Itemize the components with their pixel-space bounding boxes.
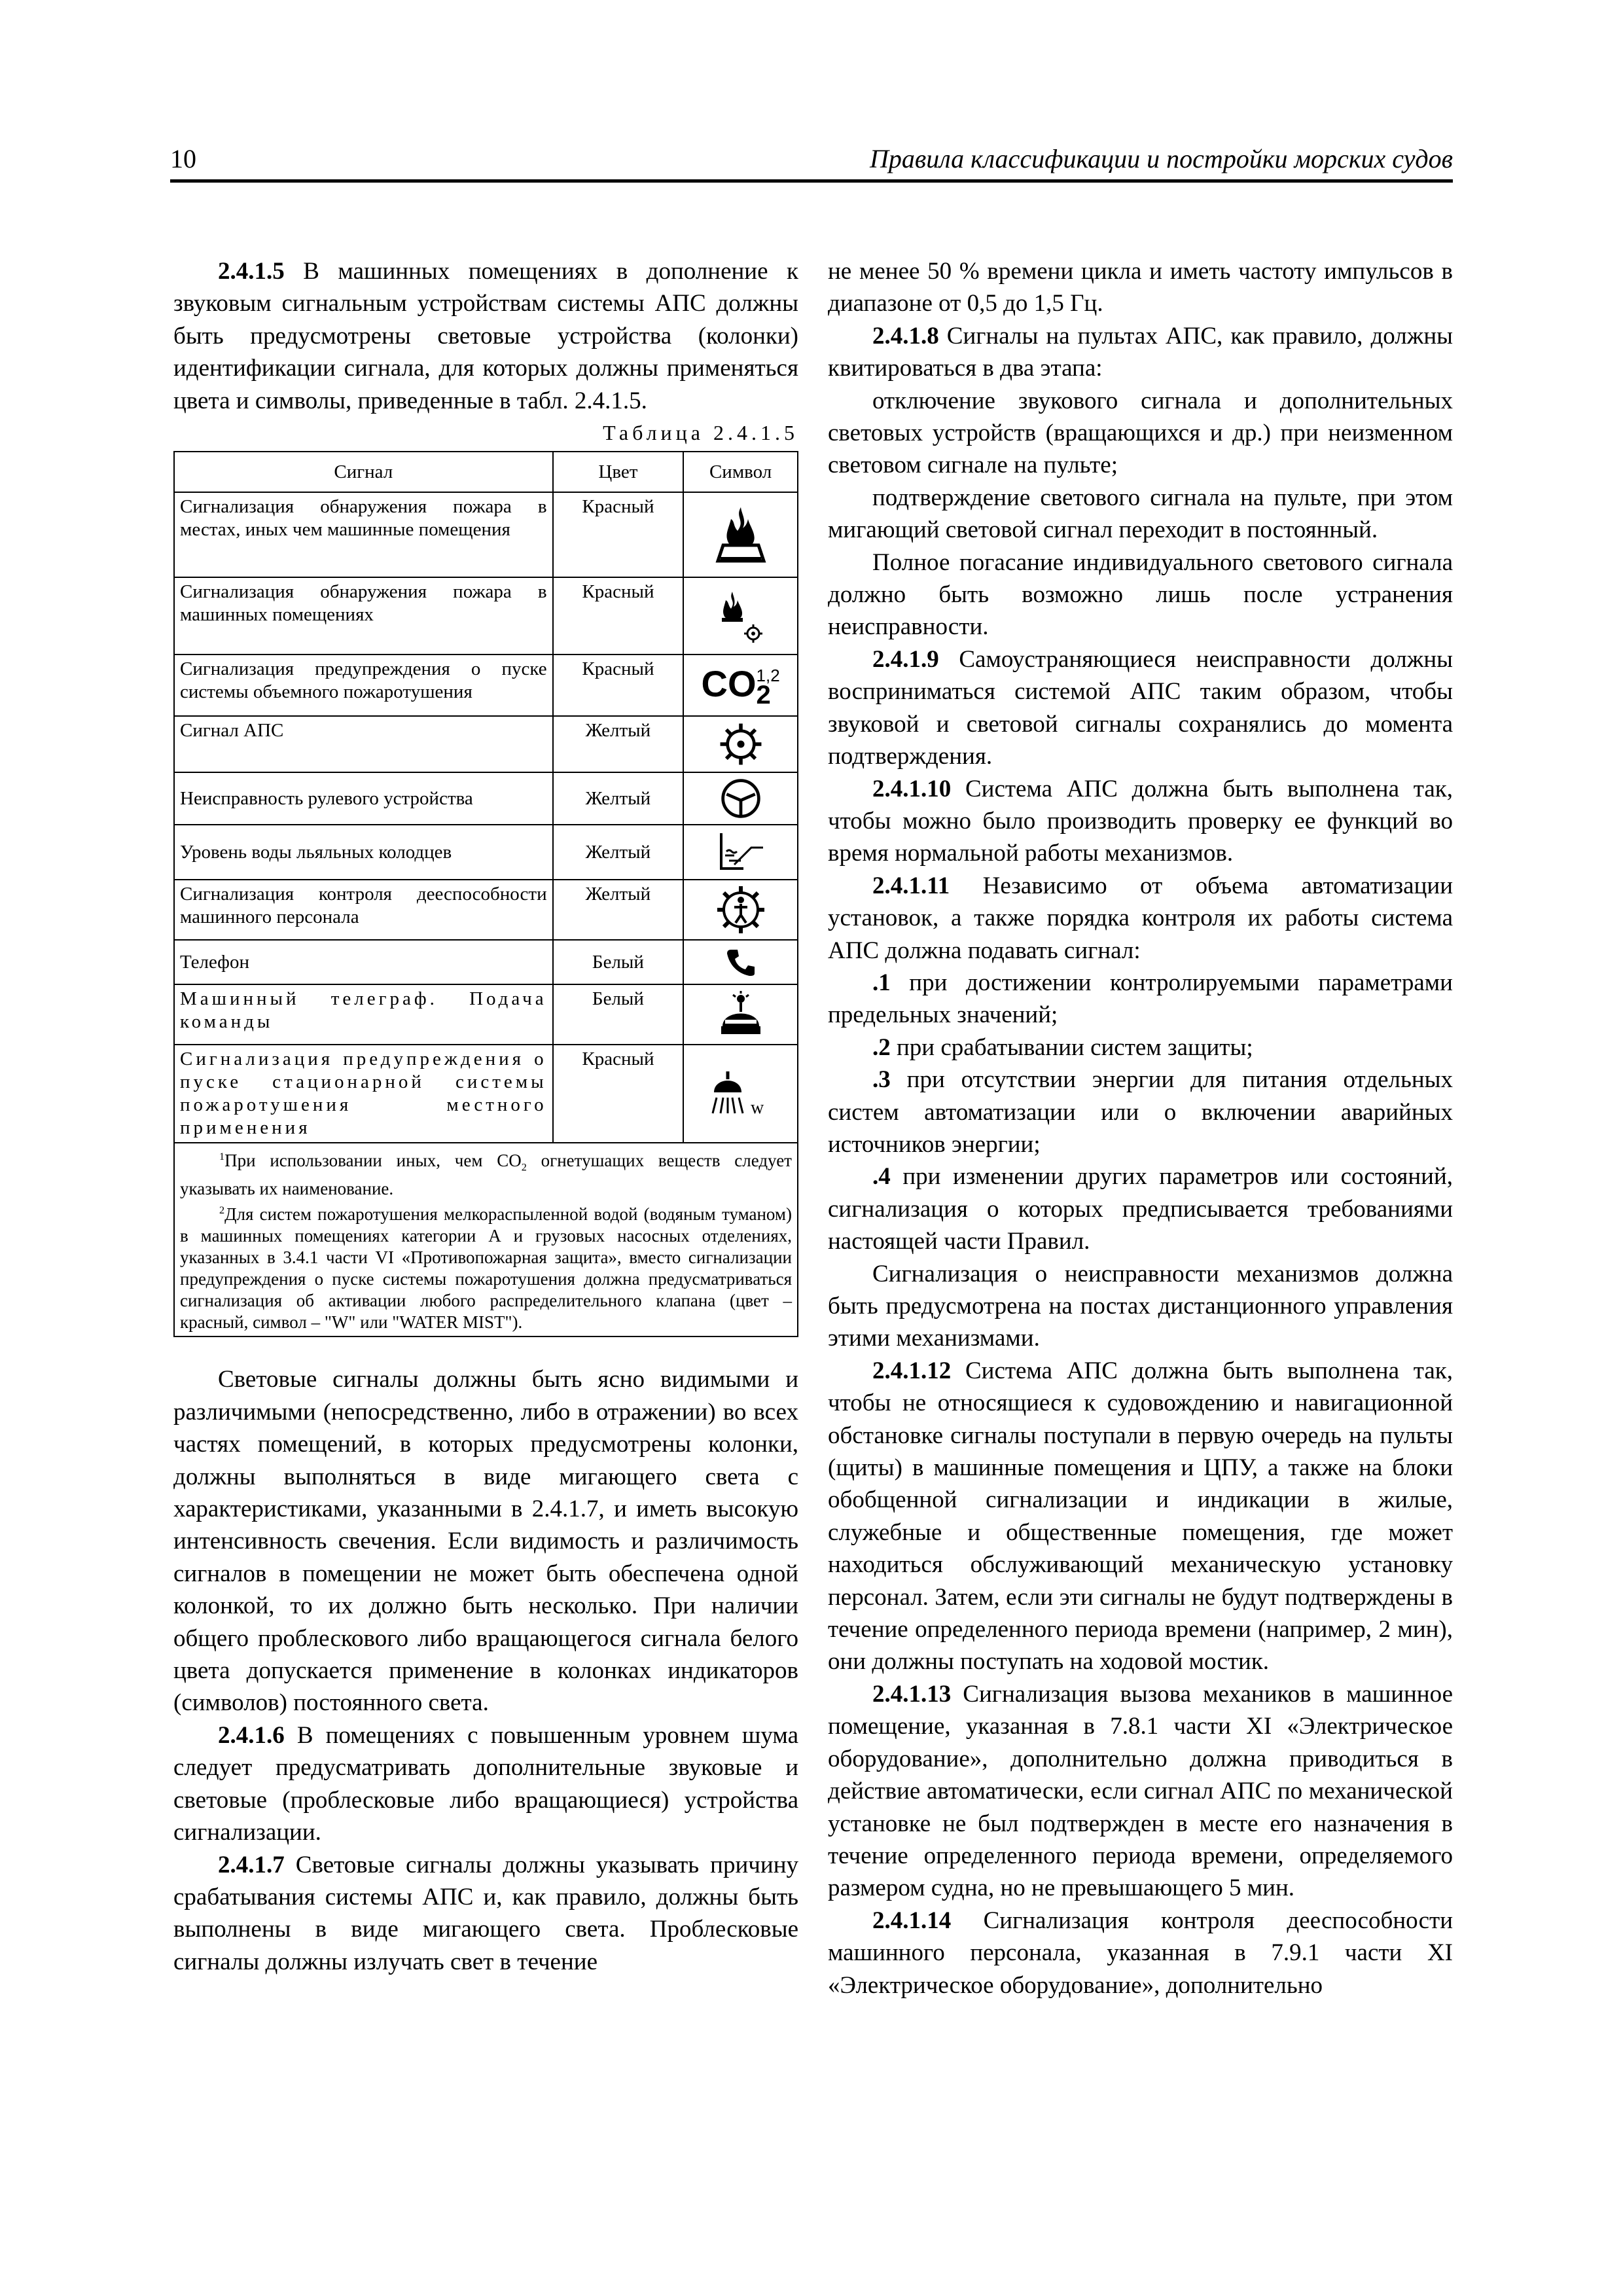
signal-cell: Неисправность рулевого устройства	[174, 772, 553, 825]
clause-text: Система АПС должна быть выполнена так, чтобы не относящиеся к судовождению и навигационной обстановке сигналы поступали в первую очередь на пульты (щиты) в машинные помещения и ЦПУ, а также на блоки обобщенной сигнализации и индикации в жилые, служебные и общественные помещения, где может находиться обслуживающий механическую установку персонал. Затем, если эти сигналы не будут подтверждены в течение определенного периода времени (например, 2 мин), они должны поступать на ходовой мостик.	[828, 1357, 1453, 1676]
color-cell: Желтый	[553, 716, 684, 772]
table-footnotes	[174, 1143, 798, 1336]
clause-number: 2.4.1.9	[872, 645, 939, 673]
list-item-number: .4	[872, 1163, 891, 1191]
footnote-2-text: Для систем пожаротушения мелкораспыленной водой (водяным туманом) в машинных помещениях категории А и грузовых насосных отделениях, указанных в 3.4.1 части VI «Противопожарная защита», вместо сигнализации предупреждения о пуске системы пожаротушения должна предусматриваться сигнализация об активации любого распределительного клапана (цвет – красный, символ – "W" или "WATER MIST").	[180, 1204, 792, 1333]
paragraph-light-signals: Световые сигналы должны быть ясно видимыми и различимыми (непосредственно, либо в отражении) во всех частях помещений, в которых предусмотрены колонки, должны выполняться в виде мигающего света с характеристиками, указанными в 2.4.1.7, и иметь высокую интенсивность свечения. Если видимость и различимость сигналов в помещении не может быть обеспечена одной колонкой, то их должно быть несколько. При наличии общего проблескового либо вращающегося сигнала белого цвета допускается применение в колонках индикаторов (символов) постоянного света.	[173, 1366, 798, 1717]
clause-text: Сигнализация контроля дееспособности машинного персонала, указанная в 7.9.1 части XI «Электрическое оборудование», дополнительно	[828, 1907, 1453, 1999]
footnote-2	[180, 1200, 792, 1333]
signal-cell: Сигнал АПС	[174, 716, 553, 772]
table-header-row	[174, 452, 798, 492]
clause-text: В помещениях с повышенным уровнем шума следует предусматривать дополнительные звуковые и световые (проблесковые либо вращающиеся) устройства сигнализации.	[173, 1721, 798, 1846]
paragraph-2-4-1-9	[828, 643, 1453, 773]
color-cell: Желтый	[553, 825, 684, 880]
paragraph-2-4-1-12	[828, 1355, 1453, 1678]
footnote-1-mark: 1	[219, 1151, 225, 1163]
phone-icon	[683, 940, 798, 984]
color-cell: Белый	[553, 940, 684, 984]
paragraph-stage-1: отключение звукового сигнала и дополнительных световых устройств (вращающихся и др.) при неизменном световом сигнале на пульте;	[828, 387, 1453, 479]
table-footnotes-row	[174, 1143, 798, 1336]
clause-text: Сигналы на пультах АПС, как правило, должны квитироваться в два этапа:	[828, 322, 1453, 382]
clause-number: 2.4.1.5	[218, 258, 285, 285]
table-row	[174, 577, 798, 655]
header-signal: Сигнал	[174, 452, 553, 492]
color-cell: Белый	[553, 984, 684, 1045]
list-item-number: .1	[872, 969, 891, 996]
clause-text: Световые сигналы должны указывать причину срабатывания системы АПС и, как правило, должны быть выполнены в виде мигающего света. Проблесковые сигналы должны излучать свет в течение	[173, 1851, 798, 1975]
co2-main: CO	[701, 662, 757, 704]
signal-cell: Машинный телеграф. Подача команды	[174, 984, 553, 1045]
clause-number: 2.4.1.10	[872, 775, 952, 802]
signal-cell: Сигнализация предупреждения о пуске системы объемного пожаротушения	[174, 655, 553, 716]
paragraph-2-4-1-10	[828, 773, 1453, 870]
signal-cell: Сигнализация контроля дееспособности машинного персонала	[174, 880, 553, 940]
list-item	[828, 1031, 1453, 1064]
clause-text: Независимо от объема автоматизации установок, а также порядка контроля их работы система АПС должна подавать сигнал:	[828, 872, 1453, 964]
co2-sub: 2	[756, 681, 771, 710]
list-item-number: .2	[872, 1033, 891, 1061]
clause-number: 2.4.1.6	[218, 1721, 285, 1749]
clause-text: Сигнализация вызова механиков в машинное помещение, указанная в 7.8.1 части XI «Электрическое оборудование», дополнительно должна приводиться в действие автоматически, если сигнал АПС по механической установке не был подтвержден в месте его назначения в течение определенного периода времени, определяемого размером судна, но не превышающего 5 мин.	[828, 1680, 1453, 1902]
table-row	[174, 940, 798, 984]
co2-sup: 1,2	[756, 666, 780, 686]
list-item-number: .3	[872, 1066, 891, 1094]
footnote-2-mark: 2	[219, 1204, 225, 1217]
list-item	[828, 967, 1453, 1031]
clause-number: 2.4.1.11	[872, 872, 950, 899]
list-item-text: при достижении контролируемыми параметрами предельных значений;	[828, 969, 1453, 1029]
table-caption: Таблица 2.4.1.5	[603, 421, 798, 445]
paragraph-2-4-1-8	[828, 320, 1453, 385]
signal-cell: Уровень воды льяльных колодцев	[174, 825, 553, 880]
header-symbol: Символ	[683, 452, 798, 492]
paragraph-2-4-1-11	[828, 870, 1453, 967]
clause-number: 2.4.1.7	[218, 1851, 285, 1878]
paragraph-extinguish: Полное погасание индивидуального светового сигнала должно быть возможно лишь после устранения неисправности.	[828, 548, 1453, 641]
color-cell: Красный	[553, 492, 684, 577]
list-item-text: при изменении других параметров или состояний, сигнализация о которых предписывается требованиями настоящей части Правил.	[828, 1163, 1453, 1255]
signal-cell: Сигнализация предупреждения о пуске стационарной системы пожаротушения местного применения	[174, 1045, 553, 1143]
clause-text: Самоустраняющиеся неисправности должны восприниматься системой АПС таким образом, чтобы звуковой и световой сигналы сохранялись до момента подтверждения.	[828, 645, 1453, 770]
table-row	[174, 880, 798, 940]
footnote-1-sub: 2	[521, 1161, 527, 1174]
footnote-1-text-b: огнетушащих веществ следует указывать их наименование.	[180, 1151, 792, 1199]
footnote-1-text-a: При использовании иных, чем CO	[224, 1151, 522, 1171]
color-cell: Желтый	[553, 880, 684, 940]
clause-number: 2.4.1.14	[872, 1907, 952, 1934]
table-row	[174, 825, 798, 880]
water-mist-icon	[683, 1045, 798, 1143]
running-title: Правила классификации и постройки морских судов	[869, 144, 1453, 173]
paragraph-2-4-1-13	[828, 1678, 1453, 1905]
clause-text: В машинных помещениях в дополнение к звуковым сигнальным устройствам системы АПС должны быть предусмотрены световые устройства (колонки) идентификации сигнала, для которых должны применяться цвета и символы, приведенные в табл. 2.4.1.5.	[173, 258, 798, 414]
water-mist-label: w	[750, 1098, 764, 1119]
signal-table	[173, 451, 798, 1337]
gear-alarm-icon	[683, 716, 798, 772]
telegraph-icon	[683, 984, 798, 1045]
clause-number: 2.4.1.12	[872, 1357, 952, 1384]
page-number: 10	[170, 144, 196, 173]
person-gear-icon	[683, 880, 798, 940]
paragraph-malfunction: Сигнализация о неисправности механизмов должна быть предусмотрена на постах дистанционного управления этими механизмами.	[828, 1260, 1453, 1352]
table-row	[174, 716, 798, 772]
paragraph-2-4-1-5	[173, 255, 798, 417]
bilge-level-icon	[683, 825, 798, 880]
paragraph-stage-2: подтверждение светового сигнала на пульте, при этом мигающий световой сигнал переходит в постоянный.	[828, 484, 1453, 544]
right-column	[828, 255, 1453, 2001]
paragraph-2-4-1-6	[173, 1719, 798, 1849]
list-item-text: при срабатывании систем защиты;	[890, 1033, 1253, 1061]
color-cell: Красный	[553, 577, 684, 655]
paragraph-continuation: не менее 50 % времени цикла и иметь частоту импульсов в диапазоне от 0,5 до 1,5 Гц.	[828, 258, 1453, 317]
signal-cell: Сигнализация обнаружения пожара в машинных помещениях	[174, 577, 553, 655]
color-cell: Желтый	[553, 772, 684, 825]
table-row	[174, 984, 798, 1045]
page-header	[170, 140, 1453, 183]
left-column	[173, 255, 798, 1978]
steering-wheel-icon	[683, 772, 798, 825]
fire-gear-icon	[683, 577, 798, 655]
paragraph-2-4-1-7	[173, 1849, 798, 1979]
co2-icon	[683, 655, 798, 716]
signal-cell: Сигнализация обнаружения пожара в местах, иных чем машинные помещения	[174, 492, 553, 577]
clause-number: 2.4.1.13	[872, 1680, 952, 1708]
color-cell: Красный	[553, 655, 684, 716]
table-row	[174, 492, 798, 577]
clause-text: Система АПС должна быть выполнена так, чтобы можно было производить проверку ее функций во время нормальной работы механизмов.	[828, 775, 1453, 867]
list-item	[828, 1064, 1453, 1160]
table-row	[174, 772, 798, 825]
table-row	[174, 655, 798, 716]
list-item-text: при отсутствии энергии для питания отдельных систем автоматизации или о включении аварийных источников энергии;	[828, 1066, 1453, 1158]
fire-flask-icon	[683, 492, 798, 577]
color-cell: Красный	[553, 1045, 684, 1143]
signal-cell: Телефон	[174, 940, 553, 984]
clause-number: 2.4.1.8	[872, 322, 939, 350]
paragraph-2-4-1-14	[828, 1905, 1453, 2001]
table-row	[174, 1045, 798, 1143]
header-color: Цвет	[553, 452, 684, 492]
footnote-1	[180, 1146, 792, 1200]
list-item	[828, 1160, 1453, 1257]
